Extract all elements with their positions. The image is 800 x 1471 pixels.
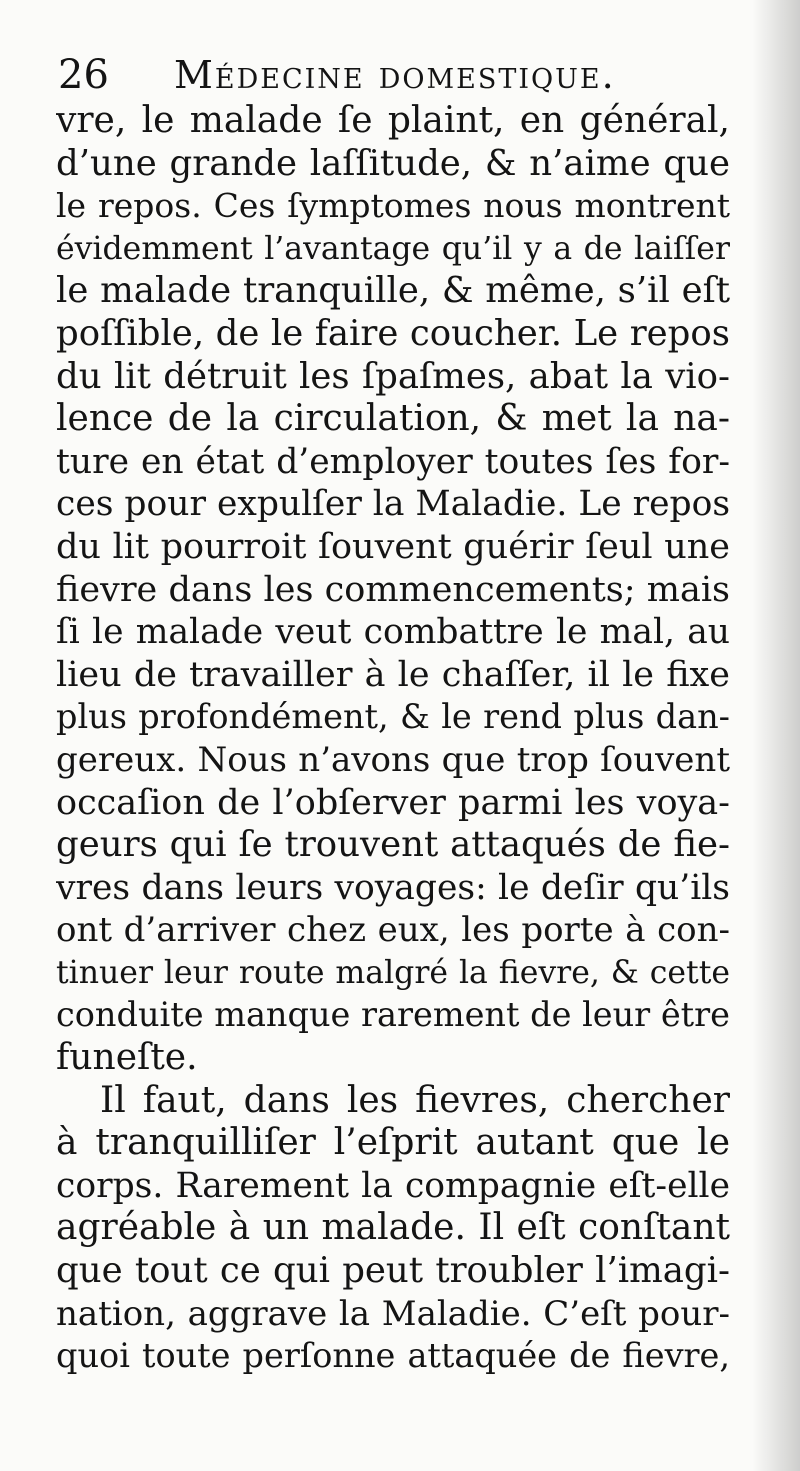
text-line: occaſion de l’obſerver parmi les voya- — [56, 782, 730, 823]
text-line: Il faut, dans les fievres, chercher — [100, 1079, 730, 1121]
text-line: quoi toute perſonne attaquée de fievre, — [56, 1336, 730, 1376]
body-text — [56, 100, 730, 1378]
text-line: ſi le malade veut combattre le mal, au — [56, 612, 730, 653]
page-header — [58, 50, 738, 100]
text-line: poſſible, de le faire coucher. Le repos — [56, 312, 730, 354]
text-line: plus profondément, & le rend plus dan- — [56, 697, 730, 737]
text-line: ces pour expulſer la Maladie. Le repos — [56, 484, 730, 525]
running-head: Médecine domestique. — [174, 53, 616, 97]
text-line: funeſte. — [56, 1037, 198, 1079]
text-line: lence de la circulation, & met la na- — [56, 398, 730, 440]
text-line: agréable à un malade. Il eſt conſtant — [56, 1207, 730, 1249]
text-line: conduite manque rarement de leur être — [56, 995, 730, 1035]
text-line: le malade tranquille, & même, s’il eſt — [56, 270, 730, 312]
text-line: le repos. Ces ſymptomes nous montrent — [56, 186, 730, 226]
text-line: fievre dans les commencements; mais — [56, 569, 730, 610]
text-line: ont d’arriver chez eux, les porte à con- — [56, 910, 730, 951]
text-line: à tranquilliſer l’eſprit autant que le — [56, 1122, 730, 1164]
text-line: vre, le malade ſe plaint, en général, — [56, 100, 730, 141]
text-line: vres dans leurs voyages: le deſir qu’ils — [56, 867, 730, 908]
text-line: gereux. Nous n’avons que trop ſouvent — [56, 739, 730, 780]
text-line: évidemment l’avantage qu’il y a de laiſſer — [56, 230, 730, 267]
text-line: que tout ce qui peut troubler l’imagi- — [56, 1250, 730, 1292]
text-line: geurs qui ſe trouvent attaqués de fie- — [56, 824, 730, 866]
text-line: du lit détruit les ſpaſmes, abat la vio- — [56, 355, 730, 397]
page-number: 26 — [58, 52, 109, 98]
text-line: du lit pourroit ſouvent guérir ſeul une — [56, 526, 730, 567]
text-line: nation, aggrave la Maladie. C’eſt pour- — [56, 1293, 730, 1334]
page-edge-shadow — [752, 0, 800, 1471]
text-line: ture en état d’employer toutes ſes for- — [56, 441, 730, 482]
text-line: corps. Rarement la compagnie eſt-elle — [56, 1165, 730, 1206]
text-line: lieu de travailler à le chaſſer, il le fixe — [56, 654, 730, 695]
text-line: d’une grande laſſitude, & n’aime que — [56, 142, 730, 184]
text-line: tinuer leur route malgré la fievre, & cette — [56, 954, 730, 991]
